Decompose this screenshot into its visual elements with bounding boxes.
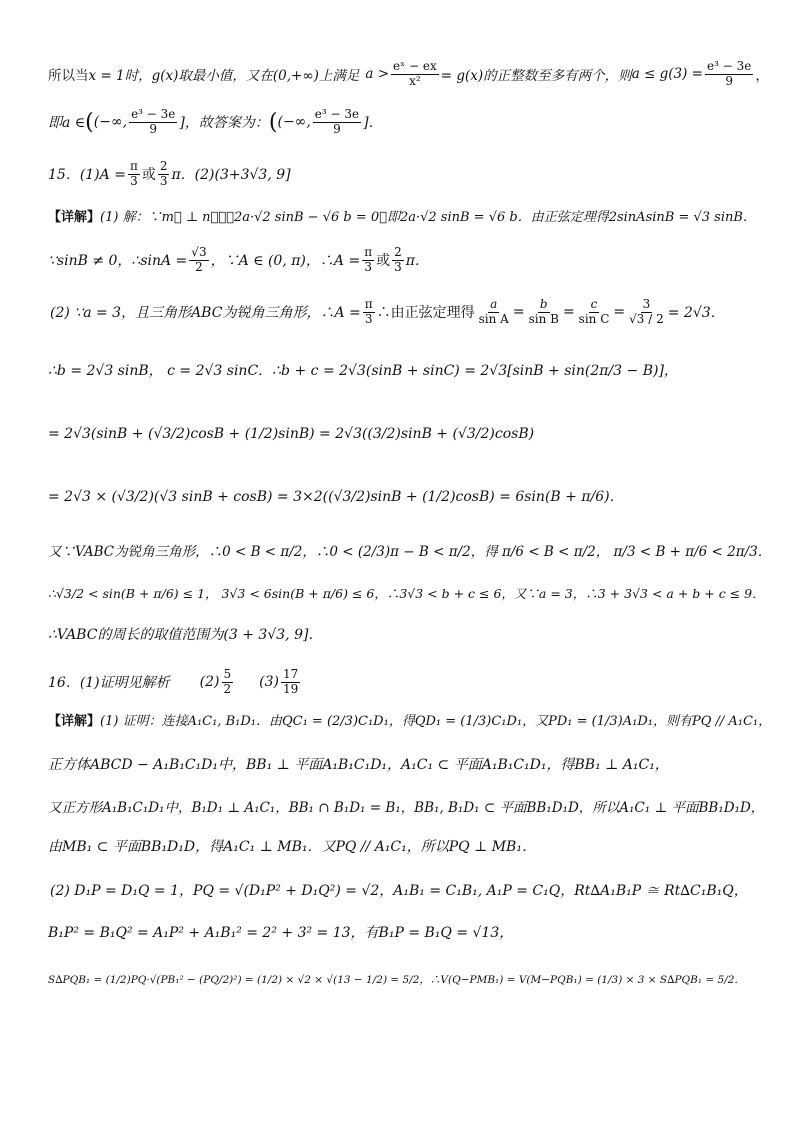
text-line-9: = 2√3 × (√3/2)(√3 sinB + cosB) = 3×2((√3/2)sinB + (1/2)cosB) = 6sin(B + π/6)． [48, 489, 624, 505]
q16-answer-2-fraction: $\frac{5}{2}$ [223, 667, 232, 696]
q15-fraction-2-3: $\frac{2}{3}$ [159, 159, 168, 188]
line2-fraction-1: $\frac{\text{e³ − 3e}}{9}$ [131, 107, 176, 136]
text-line-6: (2) ∵a = 3，且三角形ABC为锐角三角形，∴A = $\frac{\pi}{3}$ ∴由正弦定理得 $\frac{a}{\text{sin A}}$ = $\frac{b}{\text{sin B}}$ = $\frac{c}{\text{sin C}}$ = $\frac{3}{√3 / 2}$ = 2√3． [50, 297, 725, 326]
detail-tag: 【详解】 [48, 210, 101, 225]
line2-text-c: ]，故答案为： [179, 115, 269, 132]
line2-text-a: 即a ∈ [48, 115, 86, 132]
line1-text-f: a ≤ g(3) = [631, 66, 703, 83]
text-line-14: 【详解】 (1) 证明：连接A₁C₁, B₁D₁．由QC₁ = (2/3)C₁D₁，得QD₁ = (1/3)C₁D₁，又PD₁ = (1/3)A₁D₁，则有PQ // A₁C₁， [48, 714, 772, 729]
text-line-18: (2) D₁P = D₁Q = 1，PQ = √(D₁P² + D₁Q²) = √2，A₁B₁ = C₁B₁, A₁P = C₁Q，Rt∆A₁B₁P ≅ Rt∆C₁B₁Q， [50, 883, 748, 899]
line1-text-e: = g(x)的正整数至多有两个，则 [440, 68, 632, 85]
q15-answer-label: 15．(1)A = [48, 167, 126, 184]
line2-fraction-2: $\frac{\text{e³ − 3e}}{9}$ [314, 107, 360, 136]
line5-fraction-sqrt3-2: $\frac{√3}{2}$ [191, 245, 207, 274]
line1-fraction-2: $\frac{\text{e³ − 3e}}{9}$ [707, 59, 752, 88]
text-line-5: ∵sinB ≠ 0，∴sinA = $\frac{√3}{2}$ ，∵A ∈ (0, π)，∴A = $\frac{\pi}{3}$ 或 $\frac{2}{3}$ π． [48, 245, 429, 274]
text-line-8: = 2√3(sinB + (√3/2)cosB + (1/2)sinB) = 2√3((3/2)sinB + (√3/2)cosB) [48, 426, 535, 442]
q15-fraction-pi3: $\frac{\pi}{3}$ [129, 159, 138, 188]
line1-text-c: g(x)取最小值，又在(0,+∞)上满足 [151, 68, 360, 85]
line1-text-b: x = 1时， [88, 68, 152, 85]
text-line-16: 又正方形A₁B₁C₁D₁中，B₁D₁ ⊥ A₁C₁，BB₁ ∩ B₁D₁ = B₁，BB₁, B₁D₁ ⊂ 平面BB₁D₁D，所以A₁C₁ ⊥ 平面BB₁D₁D， [48, 800, 765, 816]
q16-answer-1: 16．(1)证明见解析 [48, 675, 170, 692]
line4-text: (1) 解：∵m⃗ ⊥ n⃗，∴2a·√2 sinB − √6 b = 0，即2a·√2 sinB = √6 b．由正弦定理得2sinAsinB = √3 sinB． [100, 210, 756, 225]
text-line-11: ∴√3/2 < sin(B + π/6) ≤ 1， 3√3 < 6sin(B + π/6) ≤ 6，∴3√3 < b + c ≤ 6，又∵a = 3，∴3 + 3√3 < a + b + c ≤ 9． [48, 586, 765, 601]
line1-text-d: a > [365, 66, 390, 83]
text-line-10: 又∵VABC为锐角三角形，∴0 < B < π/2，∴0 < (2/3)π − B < π/2，得 π/6 < B < π/2， π/3 < B + π/6 < 2π/3． [48, 544, 772, 560]
text-line-15: 正方体ABCD − A₁B₁C₁D₁中，BB₁ ⊥ 平面A₁B₁C₁D₁，A₁C₁ ⊂ 平面A₁B₁C₁D₁，得BB₁ ⊥ A₁C₁， [48, 757, 669, 773]
q15-answer-end: π．(2)(3+3√3, 9] [171, 167, 291, 184]
text-line-17: 由MB₁ ⊂ 平面BB₁D₁D，得A₁C₁ ⊥ MB₁．又PQ // A₁C₁，所以PQ ⊥ MB₁． [48, 839, 536, 855]
line1-fraction-1: $\frac{\text{eˣ − ex}}{\text{x²}}$ [393, 59, 437, 88]
q16-answer-3-fraction: $\frac{17}{19}$ [282, 667, 299, 696]
text-line-1: 所以当 x = 1时， g(x)取最小值，又在(0,+∞)上满足 a > $\frac{\text{eˣ − ex}}{\text{x²}}$ = g(x)的正整数至多有两个，则 a ≤ g(3) = $\frac{\text{e³ − 3e}}{9}$ ， [48, 59, 769, 88]
line1-text-a: 所以当 [48, 68, 89, 85]
text-line-13: 16．(1)证明见解析 (2) $\frac{5}{2}$ (3) $\frac{17}{19}$ [48, 667, 299, 696]
text-line-4 [48, 206, 756, 225]
text-line-19: B₁P² = B₁Q² = A₁P² + A₁B₁² = 2² + 3² = 13，有B₁P = B₁Q = √13， [48, 925, 514, 941]
line2-text-d: (−∞, [277, 114, 311, 131]
text-line-2: 即a ∈ ( (−∞, $\frac{\text{e³ − 3e}}{9}$ ]，故答案为： ( (−∞, $\frac{\text{e³ − 3e}}{9}$ ]． [48, 107, 383, 136]
text-line-12: ∴VABC的周长的取值范围为(3 + 3√3, 9]． [48, 627, 323, 643]
line2-text-b: (−∞, [93, 114, 128, 131]
text-line-7: ∴b = 2√3 sinB， c = 2√3 sinC．∴b + c = 2√3(sinB + sinC) = 2√3[sinB + sin(2π/3 − B)]， [48, 363, 678, 379]
text-line-3: 15．(1)A = $\frac{\pi}{3}$ 或 $\frac{2}{3}$ π．(2)(3+3√3, 9] [48, 159, 291, 188]
text-line-20: S∆PQB₁ = (1/2)PQ·√(PB₁² − (PQ/2)²) = (1/2) × √2 × √(13 − 1/2) = 5/2，∴V(Q−PMB₁) = V(M−PQB₁) = (1/3) × 3 × S∆PQB₁ = 5/2． [48, 974, 745, 986]
line2-text-e: ]． [363, 115, 383, 132]
